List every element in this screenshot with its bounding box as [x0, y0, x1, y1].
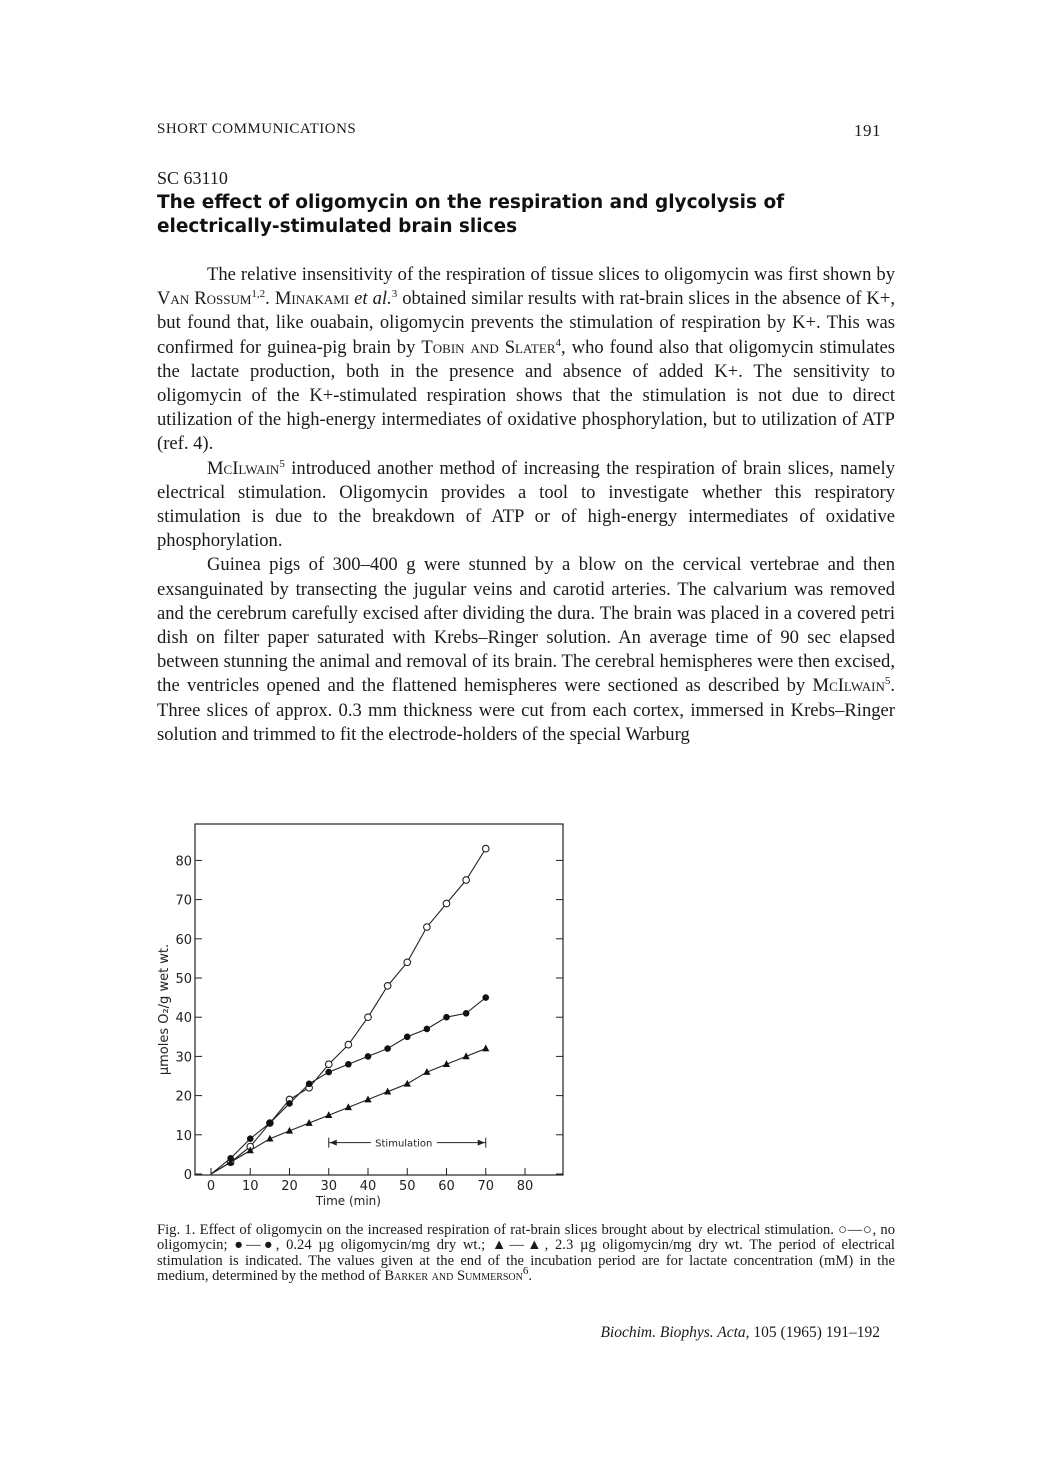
x-tick-label: 50: [398, 1179, 416, 1194]
ref-6: 6: [522, 1265, 529, 1278]
data-point-filled-circle: [384, 1045, 391, 1052]
data-point-open-circle: [463, 877, 470, 884]
stimulation-arrow-right: [478, 1140, 485, 1146]
data-point-filled-circle: [325, 1069, 332, 1076]
author-van-rossum: Van Rossum: [157, 288, 252, 310]
data-point-open-circle: [384, 983, 391, 990]
y-tick-label: 20: [175, 1089, 192, 1105]
paragraph-3: [157, 553, 895, 747]
x-tick-label: 80: [516, 1179, 534, 1194]
stimulation-label: Stimulation: [375, 1138, 433, 1150]
data-point-filled-circle: [443, 1014, 450, 1021]
y-tick-label: 70: [175, 893, 192, 909]
data-point-open-circle: [424, 924, 431, 931]
caption-label: Fig. 1.: [157, 1222, 196, 1238]
running-head: [157, 121, 881, 143]
y-tick-label: 50: [175, 972, 192, 987]
ref-5: 5: [279, 457, 285, 470]
author-minakami: Minakami: [274, 288, 350, 310]
y-tick-label: 80: [175, 854, 192, 870]
data-point-filled-circle: [424, 1026, 431, 1033]
data-point-filled-triangle: [482, 1045, 489, 1052]
series-line-open-circle: [211, 849, 486, 1174]
figure-caption: [157, 1223, 895, 1285]
respiration-chart: [150, 815, 580, 1215]
x-axis-label: Time (min): [315, 1194, 381, 1208]
y-tick-label: 0: [183, 1168, 192, 1183]
caption-text-a: Effect of oligomycin on the increased respiration of rat-brain slices brought about by electrical stimulation. ○—○, no oligomycin; ●—●, 0.24 µg oligomycin/mg dry wt.; ▲—▲, 2.3 µg oligomycin/mg dry wt. The period of electrical stimulation is indicated. The values given at the end of the incubation period are for lactate concentration (mM) in the medium, determined by the method of: [157, 1222, 895, 1285]
figure-1: [150, 815, 580, 1215]
data-point-filled-circle: [267, 1120, 274, 1127]
ref-1-2: 1,2: [251, 288, 266, 301]
x-tick-label: 70: [477, 1179, 495, 1194]
caption-text-b: .: [528, 1268, 533, 1285]
y-tick-label: 10: [175, 1128, 192, 1144]
p1-text-c: obtained similar results with rat-brain slices in the absence of K+, but found that, like ouabain, oligomycin prevents the stimulation of respiration by K+. This was confirmed for guinea-pig brain by: [157, 288, 895, 358]
ref-5-b: 5: [884, 675, 891, 688]
x-tick-label: 0: [206, 1179, 216, 1194]
ref-3: 3: [391, 288, 398, 301]
body-text: [157, 263, 895, 747]
data-point-open-circle: [345, 1041, 352, 1048]
journal-footer: [560, 1324, 880, 1342]
page-number: 191: [854, 121, 881, 140]
journal-name: Biochim. Biophys. Acta,: [600, 1324, 750, 1341]
data-point-filled-circle: [247, 1135, 254, 1142]
article-code: SC 63110: [157, 168, 228, 188]
y-tick-label: 40: [175, 1011, 192, 1027]
data-point-filled-circle: [463, 1010, 470, 1017]
data-point-open-circle: [325, 1061, 332, 1068]
author-tobin-slater: Tobin and Slater: [421, 336, 556, 358]
x-tick-label: 10: [241, 1179, 259, 1194]
stimulation-arrow-left: [330, 1140, 337, 1146]
paragraph-2: [157, 457, 895, 554]
data-point-filled-circle: [306, 1081, 313, 1088]
data-point-open-circle: [404, 959, 411, 966]
paragraph-1: [157, 263, 895, 457]
y-tick-label: 60: [175, 932, 192, 948]
p3-text-a: Guinea pigs of 300–400 g were stunned by a blow on the cervical vertebrae and then exsanguinated by transecting the jugular veins and carotid arteries. The calvarium was removed and the cerebrum carefully excised after dividing the dura. The brain was placed in a covered petri dish on filter paper saturated with Krebs–Ringer solution. An average time of 90 sec elapsed between stunning the animal and removal of its brain. The cerebral hemispheres were then excised, the ventricles opened and the flattened hemispheres were sectioned as described by: [157, 554, 895, 697]
x-tick-label: 20: [281, 1179, 298, 1194]
data-point-filled-circle: [345, 1061, 352, 1068]
y-axis-label: µmoles O₂/g wet wt.: [157, 943, 172, 1076]
data-point-open-circle: [482, 845, 489, 852]
running-head-section: SHORT COMMUNICATIONS: [157, 121, 357, 137]
data-point-open-circle: [365, 1014, 372, 1021]
y-tick-label: 30: [175, 1050, 192, 1066]
author-barker-summerson: Barker and Summerson: [384, 1268, 523, 1285]
journal-citation: 105 (1965) 191–192: [749, 1324, 880, 1341]
data-point-filled-circle: [286, 1100, 293, 1107]
data-point-filled-circle: [482, 994, 489, 1001]
data-point-filled-triangle: [404, 1080, 411, 1087]
article-title: The effect of oligomycin on the respiration and glycolysis of electrically-stimulated brain slices: [157, 192, 785, 237]
x-tick-label: 60: [438, 1179, 455, 1194]
data-point-filled-circle: [404, 1034, 411, 1041]
p3-text-b: . Three slices of approx. 0.3 mm thickness were cut from each cortex, immersed in Krebs–Ringer solution and trimmed to fit the electrode-holders of the special Warburg: [157, 675, 895, 745]
p2-text: introduced another method of increasing the respiration of brain slices, namely electrical stimulation. Oligomycin provides a tool to investigate whether this respiratory stimulation is due to the breakdown of ATP or of high-energy intermediates of oxidative phosphorylation.: [157, 457, 895, 552]
author-mcilwain: McIlwain: [207, 457, 280, 479]
et-al: et al.: [354, 288, 392, 310]
p1-text-a: The relative insensitivity of the respiration of tissue slices to oligomycin was first shown by: [207, 264, 895, 285]
x-tick-label: 30: [320, 1179, 338, 1194]
p1-text-b: .: [265, 288, 275, 310]
author-mcilwain-2: McIlwain: [812, 675, 885, 697]
data-point-filled-circle: [365, 1053, 372, 1060]
data-point-open-circle: [443, 900, 450, 907]
p1-text-d: , who found also that oligomycin stimulates the lactate production, both in the presence and absence of added K+. The sensitivity to oligomycin of the K+-stimulated respiration shows that the stimulation is not due to direct utilization of the high-energy intermediates of oxidative phosphorylation, but to utilization of ATP (ref. 4).: [157, 336, 895, 455]
x-tick-label: 40: [359, 1179, 377, 1194]
ref-4: 4: [555, 336, 561, 349]
